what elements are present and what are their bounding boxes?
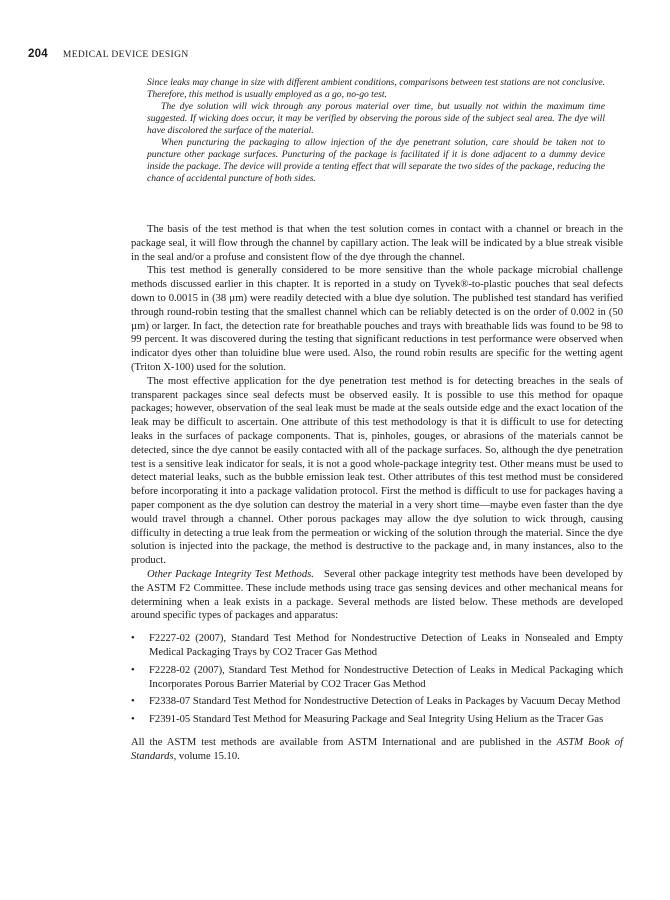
- running-title: MEDICAL DEVICE DESIGN: [62, 50, 189, 60]
- bullet: •: [131, 633, 135, 645]
- bullet: •: [131, 696, 135, 708]
- bullet: •: [131, 714, 135, 726]
- closing-text: All the ASTM test methods are available from ASTM International and are published in the: [131, 736, 552, 748]
- note-paragraph: The dye solution will wick through any porous material over time, but usually not within the maximum time suggested. If wicking does occur, it may be verified by observing the porous side of the subject seal area. The dye will have discolored the surface of the material.: [147, 101, 605, 136]
- list-item: [131, 664, 623, 692]
- run-in-text: Several other package integrity test methods have been developed by the ASTM F2 Committee. These include methods using trace gas sensing devices and other mechanical means for determining when a leak exists in a package. Several methods are listed below. These methods are developed around specific types of packages and apparatus:: [131, 568, 623, 622]
- run-in-heading: Other Package Integrity Test Methods.: [147, 568, 314, 580]
- astm-method-list: [131, 632, 623, 727]
- body-paragraph: The basis of the test method is that when the test solution comes in contact with a channel or breach in the package seal, it will flow through the channel by capillary action. The leak will be indicated by a blue streak visible in the seal and/or a profuse and consistent flow of the dye through the channel.: [131, 224, 623, 263]
- note-paragraph: When puncturing the packaging to allow injection of the dye penetrant solution, care should be taken not to puncture other package surfaces. Puncturing of the package is facilitated if it is done adjacent to a dummy device inside the package. The device will provide a tenting effect that will separate the two sides of the package, reducing the chance of accidental puncture of both sides.: [147, 137, 605, 184]
- page-header: [28, 48, 189, 60]
- list-item: [131, 632, 623, 660]
- closing-tail: volume 15.10.: [178, 750, 240, 762]
- list-item-text: F2338-07 Standard Test Method for Nondestructive Detection of Leaks in Packages by Vacuum Decay Method: [149, 696, 621, 708]
- bullet: •: [131, 664, 135, 676]
- body-paragraph: This test method is generally considered to be more sensitive than the whole package microbial challenge methods discussed earlier in this chapter. It is reported in a study on Tyvek®-to-plastic pouches that seal defects down to 0.0015 in (38 µm) were readily detected with a blue dye solution. The published test standard has verified through round-robin testing that the smallest channel which can be reliably detected is on the order of 0.002 in (50 µm) or larger. In fact, the detection rate for breathable pouches and trays with breathable lids was found to be 98 to 99 percent. It was discovered during the testing that significant reductions in test performance were observed when indicator dyes other than toluidine blue were used. Also, the round robin results are specific for the wetting agent (Triton X-100) used for the solution.: [131, 265, 623, 373]
- list-item: [131, 695, 623, 709]
- body-paragraph-other-methods: [131, 568, 623, 623]
- body-text: [131, 223, 623, 763]
- book-title: ASTM Book of Standards,: [131, 736, 623, 762]
- note-paragraph: Since leaks may change in size with different ambient conditions, comparisons between test stations are not conclusive. Therefore, this method is usually employed as a go, no-go test.: [147, 77, 605, 100]
- list-item-text: F2227-02 (2007), Standard Test Method for Nondestructive Detection of Leaks in Nonsealed and Empty Medical Packaging Trays by CO2 Tracer Gas Method: [149, 633, 623, 658]
- italic-note-block: [147, 77, 605, 185]
- body-paragraph: The most effective application for the dye penetration test method is for detecting breaches in the seals of transparent packages since seal defects must be observed easily. It is possible to use this method for opaque packages; however, observation of the seal leak must be made at the seals outside edge and the exact location of the leak may be difficult to ascertain. One attribute of this test methodology is that it is difficult to use for detecting leaks in the surfaces of package components. That is, pinholes, gouges, or abrasions of the materials cannot be detected, since the dye cannot be easily contacted with all of the package surfaces. So, although the dye penetration test is a sensitive leak indicator for seals, it is not a good whole-package integrity test. Other means must be used to detect material leaks, such as the bubble emission leak test. Other attributes of this test method must be considered before incorporating it into a package validation protocol. First the method is difficult to use for packages having a paper component as the dye solution can destroy the material in a very short time—maybe even faster than the dye would travel through a channel. Other porous packages may allow the dye solution to wick through, causing difficulty in detecting a true leak from the permeation or wicking of the solution through the material. Since the dye solution is injected into the package, the method is destructive to the package and, in many instances, also to the product.: [131, 375, 623, 567]
- list-item: [131, 713, 623, 727]
- list-item-text: F2391-05 Standard Test Method for Measuring Package and Seal Integrity Using Helium as the Tracer Gas: [149, 714, 604, 726]
- closing-paragraph: [131, 736, 623, 764]
- page-number: 204: [28, 48, 48, 60]
- list-item-text: F2228-02 (2007), Standard Test Method for Nondestructive Detection of Leaks in Medical Packaging which Incorporates Porous Barrier Material by CO2 Tracer Gas Method: [149, 664, 623, 690]
